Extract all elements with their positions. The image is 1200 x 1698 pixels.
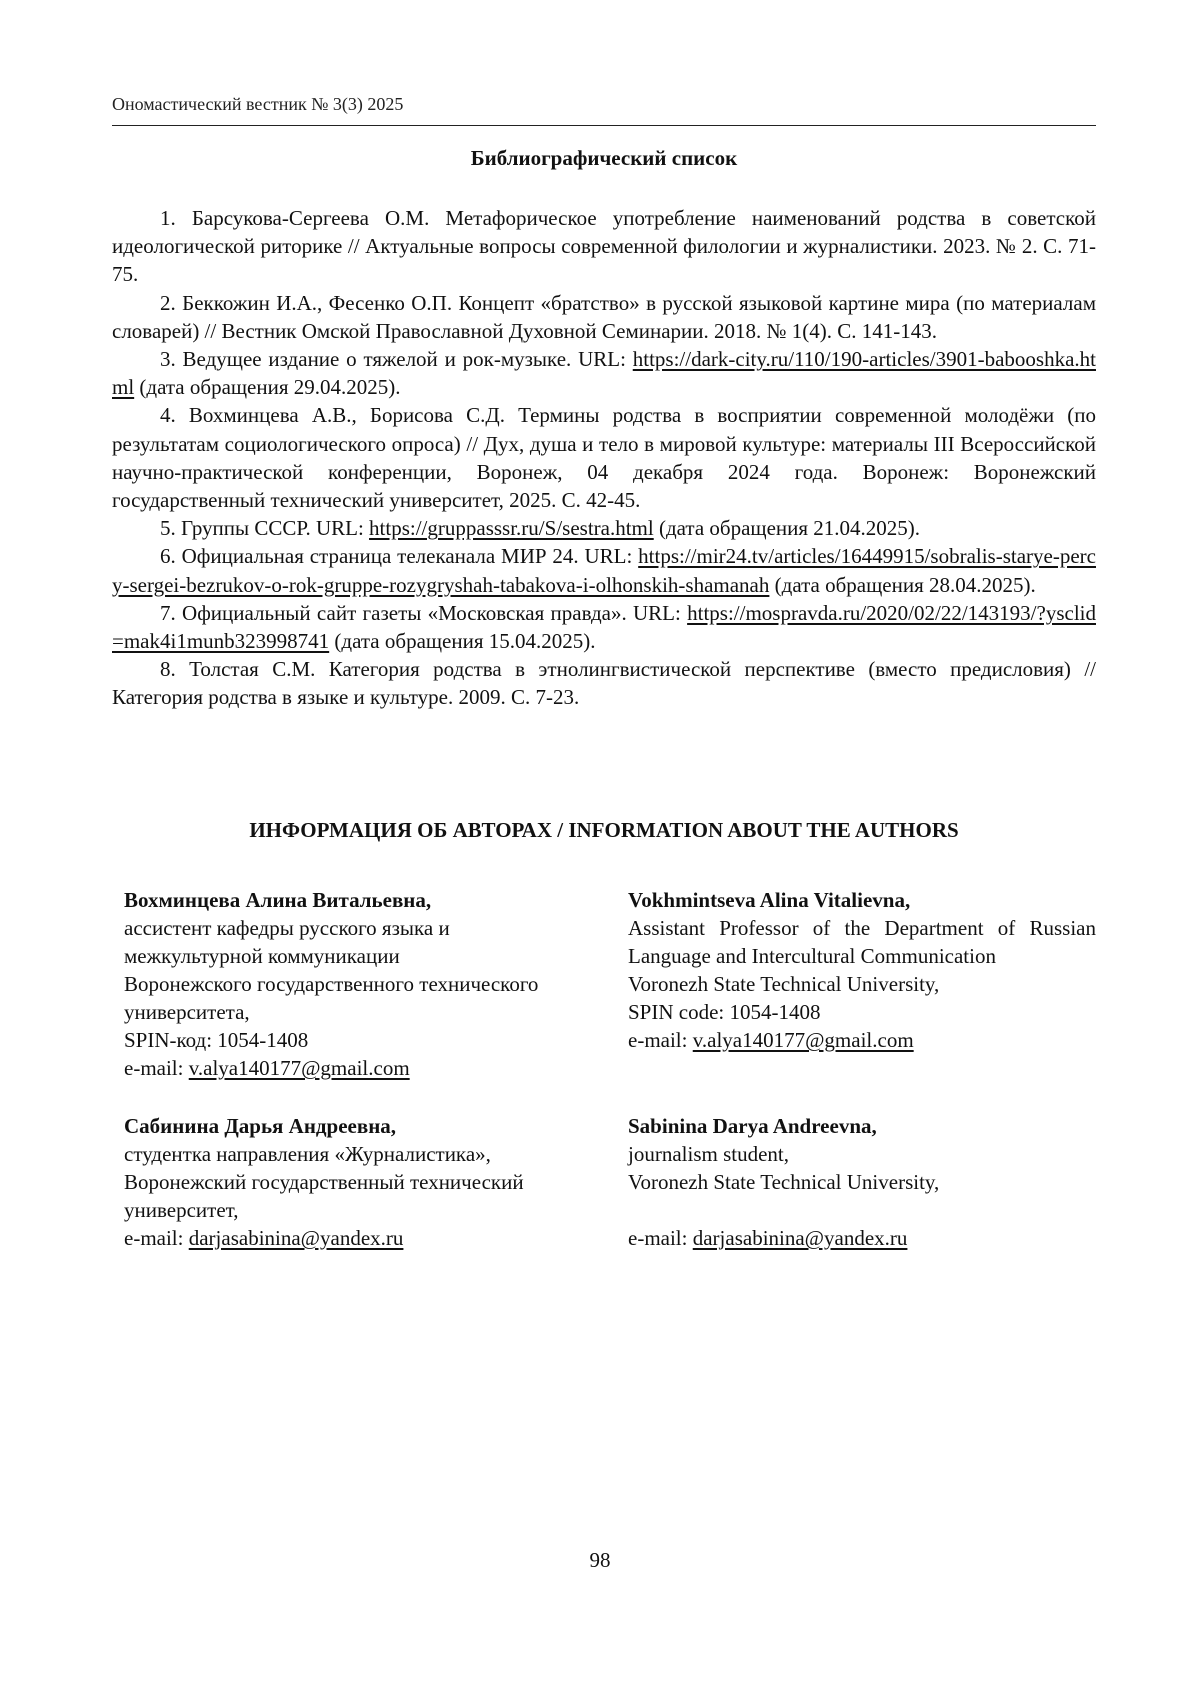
author-position: студентка направления «Журналистика», <box>124 1140 574 1168</box>
reference-list <box>112 204 1096 712</box>
email-label: e-mail: <box>628 1226 693 1250</box>
email-label: e-mail: <box>628 1028 693 1052</box>
author-affiliation: Voronezh State Technical University, <box>628 1168 1096 1196</box>
author-email-line <box>124 1224 574 1252</box>
author-name: Sabinina Darya Andreevna, <box>628 1112 1096 1140</box>
author-affiliation: Воронежский государственный технический университет, <box>124 1168 574 1224</box>
reference-text: 8. Толстая С.М. Категория родства в этнолингвистической перспективе (вместо предисловия) // Категория родства в языке и культуре. 2009. С. 7-23. <box>112 657 1096 709</box>
author-name: Vokhmintseva Alina Vitalievna, <box>628 886 1096 914</box>
email-link[interactable]: darjasabinina@yandex.ru <box>189 1226 404 1250</box>
reference-text: 3. Ведущее издание о тяжелой и рок-музыке. URL: <box>160 347 633 371</box>
author-card-ru <box>124 886 610 1082</box>
reference-link[interactable]: https://mospravda.ru/2020/02/22/143193/?ysclid=mak4i1munb323998741 <box>112 601 1096 653</box>
reference-text: 1. Барсукова-Сергеева О.М. Метафорическое употребление наименований родства в советской идеологической риторике // Актуальные вопросы современной филологии и журналистики. 2023. № 2. С. 71-75. <box>112 206 1096 286</box>
reference-text: 5. Группы СССР. URL: <box>160 516 369 540</box>
page-number: 98 <box>0 1548 1200 1573</box>
author-affiliation: Voronezh State Technical University, <box>628 970 1096 998</box>
reference-text: 4. Вохминцева А.В., Борисова С.Д. Термины родства в восприятии современной молодёжи (по результатам социологического опроса) // Дух, душа и тело в мировой культуре: материалы III Всероссийской научно-практической конференции, Воронеж, 04 декабря 2024 года. Воронеж: Воронежский государственный технический университет, 2025. С. 42-45. <box>112 403 1096 512</box>
reference-text: 2. Беккожин И.А., Фесенко О.П. Концепт «братство» в русской языковой картине мира (по материалам словарей) // Вестник Омской Православной Духовной Семинарии. 2018. № 1(4). С. 141-143. <box>112 291 1096 343</box>
authors-heading: ИНФОРМАЦИЯ ОБ АВТОРАХ / INFORMATION ABOUT THE AUTHORS <box>112 818 1096 843</box>
email-label: e-mail: <box>124 1226 189 1250</box>
bibliography-heading: Библиографический список <box>112 146 1096 171</box>
blank-line <box>628 1196 1096 1224</box>
reference-access-date: (дата обращения 28.04.2025). <box>769 573 1035 597</box>
email-link[interactable]: v.alya140177@gmail.com <box>693 1028 914 1052</box>
reference-item <box>112 599 1096 655</box>
author-card-en <box>610 1112 1096 1252</box>
author-email-line <box>628 1026 1096 1054</box>
reference-item <box>112 542 1096 598</box>
email-label: e-mail: <box>124 1056 189 1080</box>
email-link[interactable]: v.alya140177@gmail.com <box>189 1056 410 1080</box>
author-affiliation: Воронежского государственного технического университета, <box>124 970 574 1026</box>
author-name: Вохминцева Алина Витальевна, <box>124 886 574 914</box>
document-page <box>0 0 1200 1698</box>
reference-link[interactable]: https://mir24.tv/articles/16449915/sobralis-starye-percy-sergei-bezrukov-o-rok-gruppe-rozygryshah-tabakova-i-olhonskih-shamanah <box>112 544 1096 596</box>
reference-item <box>112 204 1096 289</box>
author-spin: SPIN-код: 1054-1408 <box>124 1026 574 1054</box>
reference-access-date: (дата обращения 21.04.2025). <box>654 516 920 540</box>
author-position: Assistant Professor of the Department of Russian Language and Intercultural Communication <box>628 914 1096 970</box>
authors-grid <box>124 886 1096 1282</box>
reference-item <box>112 655 1096 711</box>
author-email-line <box>628 1224 1096 1252</box>
running-header: Ономастический вестник № 3(3) 2025 <box>112 94 403 115</box>
author-position: journalism student, <box>628 1140 1096 1168</box>
author-card-en <box>610 886 1096 1082</box>
author-spin: SPIN code: 1054-1408 <box>628 998 1096 1026</box>
reference-item <box>112 289 1096 345</box>
author-position: ассистент кафедры русского языка и межкультурной коммуникации <box>124 914 574 970</box>
email-link[interactable]: darjasabinina@yandex.ru <box>693 1226 908 1250</box>
reference-link[interactable]: https://gruppasssr.ru/S/sestra.html <box>369 516 654 540</box>
reference-text: 6. Официальная страница телеканала МИР 24. URL: <box>160 544 638 568</box>
reference-item <box>112 514 1096 542</box>
header-divider <box>112 125 1096 126</box>
reference-text: 7. Официальный сайт газеты «Московская правда». URL: <box>160 601 687 625</box>
reference-access-date: (дата обращения 15.04.2025). <box>329 629 595 653</box>
author-name: Сабинина Дарья Андреевна, <box>124 1112 574 1140</box>
author-email-line <box>124 1054 574 1082</box>
reference-item <box>112 345 1096 401</box>
reference-access-date: (дата обращения 29.04.2025). <box>134 375 400 399</box>
reference-link[interactable]: https://dark-city.ru/110/190-articles/3901-babooshka.html <box>112 347 1096 399</box>
author-card-ru <box>124 1112 610 1252</box>
reference-item <box>112 401 1096 514</box>
